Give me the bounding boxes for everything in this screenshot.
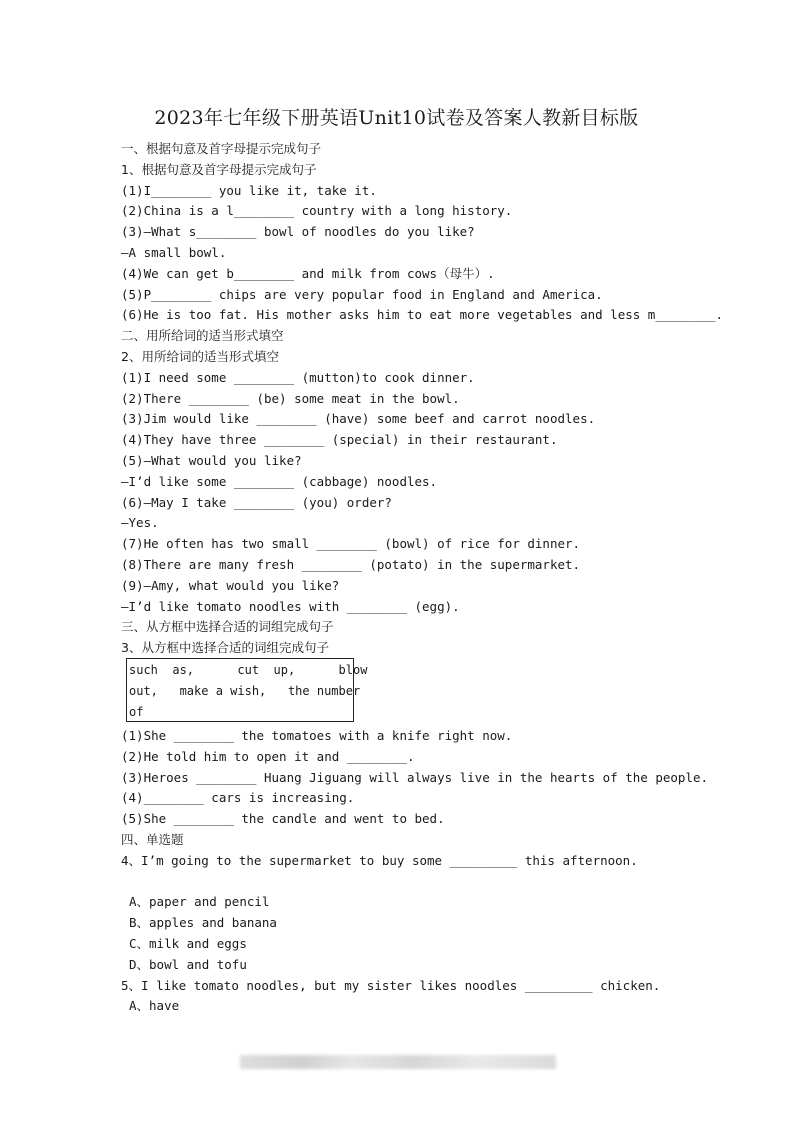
question-line: (1)She ________ the tomatoes with a knife right now. xyxy=(121,728,513,743)
question-line: (2)He told him to open it and ________. xyxy=(121,749,415,764)
question-stem: 4、I’m going to the supermarket to buy some _________ this afternoon. xyxy=(121,853,638,868)
question-title: 3、从方框中选择合适的词组完成句子 xyxy=(121,640,329,655)
blurred-footer xyxy=(240,1055,556,1069)
question-line: —A small bowl. xyxy=(121,245,227,260)
question-line: (5)P________ chips are very popular food in England and America. xyxy=(121,287,603,302)
question-line: (5)—What would you like? xyxy=(121,453,302,468)
question-line: (4)We can get b________ and milk from cows（母牛）. xyxy=(121,266,495,281)
question-line: (8)There are many fresh ________ (potato) in the supermarket. xyxy=(121,557,581,572)
answer-option: D、bowl and tofu xyxy=(129,957,247,972)
answer-option: C、milk and eggs xyxy=(129,936,247,951)
question-line: (6)He is too fat. His mother asks him to eat more vegetables and less m________. xyxy=(121,307,724,322)
section-heading: 二、用所给词的适当形式填空 xyxy=(121,328,284,343)
question-line: —I’d like some ________ (cabbage) noodles. xyxy=(121,474,438,489)
question-line: (6)—May I take ________ (you) order? xyxy=(121,495,392,510)
question-line: (9)—Amy, what would you like? xyxy=(121,578,340,593)
question-line: (3)Heroes ________ Huang Jiguang will always live in the hearts of the people. xyxy=(121,770,708,785)
question-line: (4)They have three ________ (special) in their restaurant. xyxy=(121,432,558,447)
question-line: (3)Jim would like ________ (have) some beef and carrot noodles. xyxy=(121,411,596,426)
question-stem: 5、I like tomato noodles, but my sister likes noodles _________ chicken. xyxy=(121,978,661,993)
question-title: 2、用所给词的适当形式填空 xyxy=(121,349,279,364)
word-box xyxy=(126,658,368,722)
question-line: (7)He often has two small ________ (bowl) of rice for dinner. xyxy=(121,536,581,551)
word-box-line: of xyxy=(129,705,144,719)
question-line: (2)China is a l________ country with a long history. xyxy=(121,203,513,218)
section-heading: 四、单选题 xyxy=(121,832,184,847)
question-title: 1、根据句意及首字母提示完成句子 xyxy=(121,162,317,177)
answer-option: A、have xyxy=(129,998,180,1013)
page-title: 2023年七年级下册英语Unit10试卷及答案人教新目标版 xyxy=(154,107,639,129)
question-line: (2)There ________ (be) some meat in the bowl. xyxy=(121,391,460,406)
question-line: (3)—What s________ bowl of noodles do you like? xyxy=(121,224,475,239)
question-line: (5)She ________ the candle and went to bed. xyxy=(121,811,445,826)
question-line: (1)I need some ________ (mutton)to cook dinner. xyxy=(121,370,475,385)
section-heading: 一、根据句意及首字母提示完成句子 xyxy=(121,141,322,156)
word-box-line: out, make a wish, the number xyxy=(129,684,361,698)
word-box-line: such as, cut up, blow xyxy=(129,663,368,677)
question-line: (1)I________ you like it, take it. xyxy=(121,183,377,198)
answer-option: A、paper and pencil xyxy=(129,894,270,909)
section-heading: 三、从方框中选择合适的词组完成句子 xyxy=(121,619,334,634)
question-line: —I’d like tomato noodles with ________ (egg). xyxy=(121,599,460,614)
question-line: —Yes. xyxy=(121,515,159,530)
question-line: (4)________ cars is increasing. xyxy=(121,790,355,805)
answer-option: B、apples and banana xyxy=(129,915,277,930)
